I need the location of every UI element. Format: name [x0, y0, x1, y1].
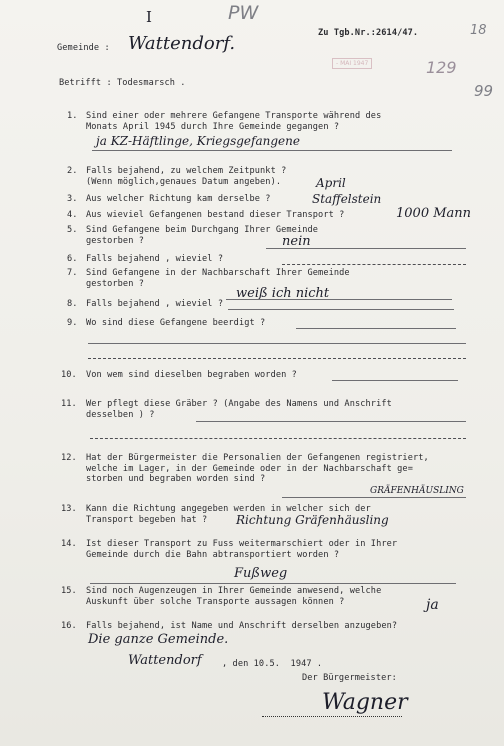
question-number: 12.	[61, 453, 77, 463]
handwritten-answer: Fußweg	[234, 566, 288, 581]
betrifft-line: Betrifft : Todesmarsch .	[59, 78, 186, 88]
answer-line	[296, 328, 456, 329]
question-number: 10.	[61, 370, 77, 380]
handwritten-answer: Die ganze Gemeinde.	[88, 632, 229, 647]
handwritten-answer: ja KZ-Häftlinge, Kriegsgefangene	[96, 134, 300, 148]
question-text: gestorben ?	[86, 235, 145, 246]
question-text: Transport begeben hat ?	[86, 514, 208, 525]
question-text: Falls bejahend , wieviel ?	[86, 299, 224, 309]
question-number: 5.	[67, 225, 78, 235]
answer-line	[266, 248, 466, 249]
question-number: 13.	[61, 504, 77, 514]
question-number: 1.	[67, 111, 78, 121]
question-number: 3.	[67, 194, 78, 204]
header-mark: I	[146, 8, 152, 26]
question-number: 9.	[67, 318, 78, 328]
question-text: Wer pflegt diese Gräber ? (Angabe des Namens und Anschrift	[86, 399, 392, 409]
answer-line	[332, 380, 458, 381]
question-text: desselben ) ?	[86, 409, 155, 420]
question-text: Falls bejahend, ist Name und Anschrift derselben anzugeben?	[86, 621, 398, 631]
question-number: 6.	[67, 254, 78, 264]
question-number: 11.	[61, 399, 77, 409]
pencil-number-99: 99	[474, 82, 494, 100]
question-number: 2.	[67, 166, 78, 176]
footer-place: Wattendorf	[128, 653, 202, 668]
question-number: 8.	[67, 299, 78, 309]
handwritten-answer: weiß ich nicht	[236, 286, 330, 301]
answer-line	[228, 309, 454, 310]
question-number: 14.	[61, 539, 77, 549]
handwritten-answer: ja	[426, 597, 439, 613]
question-text: Monats April 1945 durch Ihre Gemeinde gegangen ?	[86, 121, 340, 132]
handwritten-answer: nein	[282, 234, 311, 249]
folio-number: 18	[470, 23, 487, 38]
received-stamp: - MAI 1947	[332, 58, 372, 69]
mayor-signature: Wagner	[322, 690, 408, 715]
handwritten-answer: Staffelstein	[312, 192, 382, 206]
answer-line	[246, 583, 456, 584]
answer-line	[90, 438, 466, 439]
handwritten-answer: 1000 Mann	[396, 206, 472, 221]
answer-line	[92, 150, 452, 151]
handwritten-answer: April	[316, 176, 346, 190]
question-text: Ist dieser Transport zu Fuss weitermarschiert oder in Ihrer	[86, 539, 398, 549]
question-text: welche im Lager, in der Gemeinde oder in der Nachbarschaft ge=	[86, 463, 413, 474]
question-text: Sind noch Augenzeugen in Ihrer Gemeinde anwesend, welche	[86, 586, 382, 596]
question-text: Aus wieviel Gefangenen bestand dieser Transport ?	[86, 210, 345, 220]
gemeinde-label: Gemeinde :	[57, 43, 110, 53]
question-text: Sind Gefangene beim Durchgang Ihrer Gemeinde	[86, 225, 319, 235]
question-text: gestorben ?	[86, 278, 145, 289]
question-text: Falls bejahend, zu welchem Zeitpunkt ?	[86, 166, 287, 176]
question-number: 4.	[67, 210, 78, 220]
answer-line	[196, 421, 466, 422]
answer-line	[282, 264, 466, 265]
question-text: storben und begraben worden sind ?	[86, 474, 266, 484]
handwritten-answer: GRÄFENHÄUSLING	[370, 486, 464, 496]
question-text: Hat der Bürgermeister die Personalien der Gefangenen registriert,	[86, 453, 429, 463]
question-text: Sind einer oder mehrere Gefangene Transporte während des	[86, 111, 382, 121]
answer-line	[282, 497, 466, 498]
question-number: 15.	[61, 586, 77, 596]
question-text: (Wenn möglich,genaues Datum angeben).	[86, 176, 282, 187]
question-text: Auskunft über solche Transporte aussagen können ?	[86, 596, 345, 607]
signature-dotted-line	[262, 716, 402, 717]
footer-date: , den 10.5. 1947 .	[222, 659, 323, 669]
question-text: Gemeinde durch die Bahn abtransportiert worden ?	[86, 549, 340, 560]
handwritten-answer: Richtung Gräfenhäusling	[236, 513, 389, 527]
answer-line	[90, 583, 250, 584]
question-text: Von wem sind dieselben begraben worden ?	[86, 370, 297, 380]
question-text: Sind Gefangene in der Nachbarschaft Ihrer Gemeinde	[86, 268, 350, 278]
answer-line	[226, 299, 452, 300]
answer-line	[88, 343, 466, 344]
question-number: 16.	[61, 621, 77, 631]
pencil-initials: PW	[228, 2, 259, 24]
question-number: 7.	[67, 268, 78, 278]
question-text: Kann die Richtung angegeben werden in welcher sich der	[86, 504, 371, 514]
answer-line	[88, 358, 466, 359]
mayor-title: Der Bürgermeister:	[302, 673, 397, 683]
pencil-number-129: 129	[426, 58, 457, 77]
reference-number: Zu Tgb.Nr.:2614/47.	[318, 28, 419, 38]
question-text: Falls bejahend , wieviel ?	[86, 254, 224, 264]
question-text: Wo sind diese Gefangene beerdigt ?	[86, 318, 266, 328]
question-text: Aus welcher Richtung kam derselbe ?	[86, 194, 271, 204]
gemeinde-value: Wattendorf.	[128, 33, 236, 54]
